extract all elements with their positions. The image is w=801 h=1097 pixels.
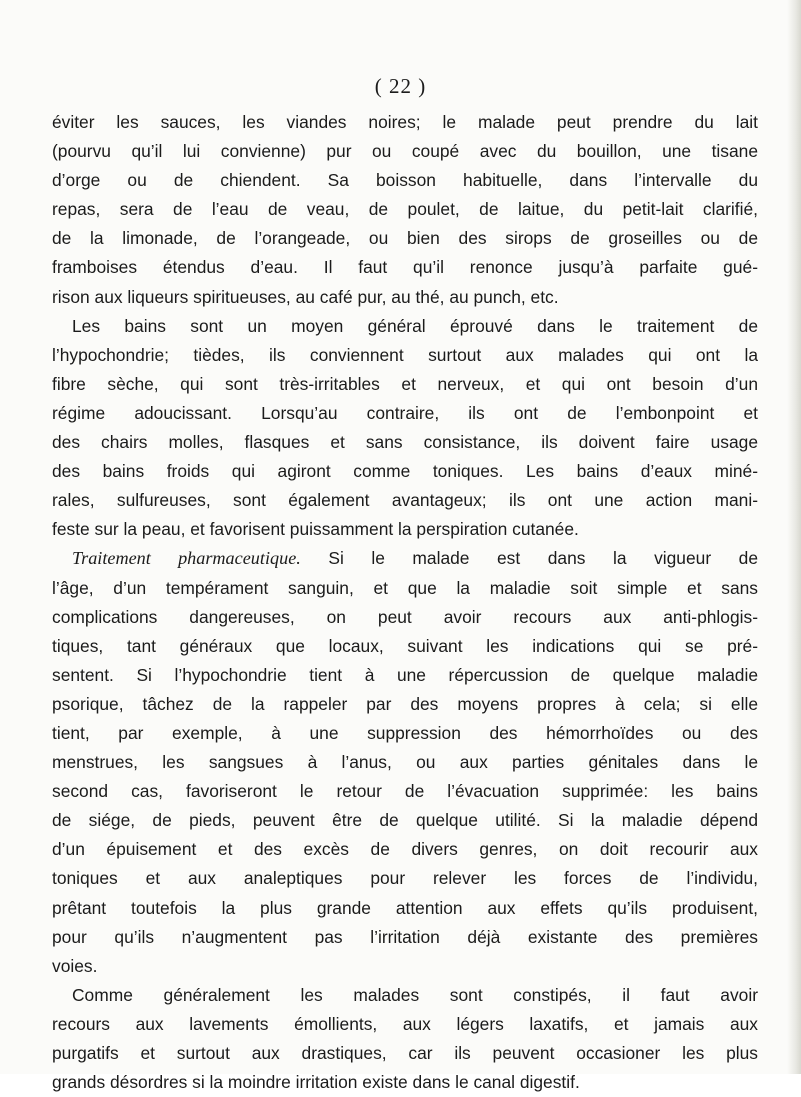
- text-line: tiques, tant généraux que locaux, suivant les indications qui se pré-: [52, 635, 758, 656]
- text-line: des chairs molles, flasques et sans consistance, ils doivent faire usage: [52, 432, 758, 453]
- text-line: rales, sulfureuses, sont également avantageux; ils ont une action mani-: [52, 490, 758, 511]
- text-line: d’un épuisement et des excès de divers genres, on doit recourir aux: [52, 839, 758, 860]
- text-line: de siége, de pieds, peuvent être de quelque utilité. Si la maladie dépend: [52, 810, 758, 831]
- text-line: d’orge ou de chiendent. Sa boisson habituelle, dans l’intervalle du: [52, 170, 758, 191]
- text-line: Comme généralement les malades sont constipés, il faut avoir: [72, 984, 758, 1005]
- text-line: grands désordres si la moindre irritation existe dans le canal digestif.: [52, 1072, 580, 1093]
- text-line: sentent. Si l’hypochondrie tient à une répercussion de quelque maladie: [52, 664, 758, 685]
- text-line: [52, 544, 758, 573]
- text-line: second cas, favoriseront le retour de l’évacuation supprimée: les bains: [52, 781, 758, 802]
- text-line: pour qu’ils n’augmentent pas l’irritation déjà existante des premières: [52, 926, 758, 947]
- text-line: repas, sera de l’eau de veau, de poulet, de laitue, du petit-lait clarifié,: [52, 199, 758, 220]
- text-line: recours aux lavements émollients, aux légers laxatifs, et jamais aux: [52, 1013, 758, 1034]
- text-line: psorique, tâchez de la rappeler par des moyens propres à cela; si elle: [52, 693, 758, 714]
- body-text: [52, 108, 758, 1097]
- text-line: menstrues, les sangsues à l’anus, ou aux parties génitales dans le: [52, 752, 758, 773]
- text-line: (pourvu qu’il lui convienne) pur ou coupé avec du bouillon, une tisane: [52, 141, 758, 162]
- text-line: de la limonade, de l’orangeade, ou bien des sirops de groseilles ou de: [52, 228, 758, 249]
- page-number: ( 22 ): [374, 74, 427, 98]
- text-line: feste sur la peau, et favorisent puissamment la perspiration cutanée.: [52, 519, 579, 540]
- page-edge-shadow: [787, 0, 801, 1074]
- text-line: prêtant toutefois la plus grande attention aux effets qu’ils produisent,: [52, 897, 758, 918]
- text-line: fibre sèche, qui sont très-irritables et nerveux, et qui ont besoin d’un: [52, 373, 758, 394]
- text-line: tient, par exemple, à une suppression des hémorrhoïdes ou des: [52, 722, 758, 743]
- text-line: des bains froids qui agiront comme toniques. Les bains d’eaux miné-: [52, 461, 758, 482]
- text-line: voies.: [52, 955, 98, 976]
- text-line: l’âge, d’un tempérament sanguin, et que la maladie soit simple et sans: [52, 577, 758, 598]
- text-line: éviter les sauces, les viandes noires; le malade peut prendre du lait: [52, 112, 758, 132]
- text-line: rison aux liqueurs spiritueuses, au café pur, au thé, au punch, etc.: [52, 286, 559, 307]
- text-line: complications dangereuses, on peut avoir recours aux anti-phlogis-: [52, 606, 758, 627]
- text-line: toniques et aux analeptiques pour relever les forces de l’individu,: [52, 868, 758, 889]
- text-line: framboises étendus d’eau. Il faut qu’il renonce jusqu’à parfaite gué-: [52, 257, 758, 278]
- text-line: purgatifs et surtout aux drastiques, car ils peuvent occasioner les plus: [52, 1043, 758, 1063]
- text-line: Les bains sont un moyen général éprouvé dans le traitement de: [72, 315, 758, 336]
- section-heading: Traitement pharmaceutique.: [72, 548, 301, 569]
- text-line-rest: Si le malade est dans la vigueur de: [328, 548, 758, 569]
- text-line: l’hypochondrie; tièdes, ils conviennent surtout aux malades qui ont la: [52, 344, 758, 365]
- text-line: régime adoucissant. Lorsqu’au contraire, ils ont de l’embonpoint et: [52, 402, 758, 423]
